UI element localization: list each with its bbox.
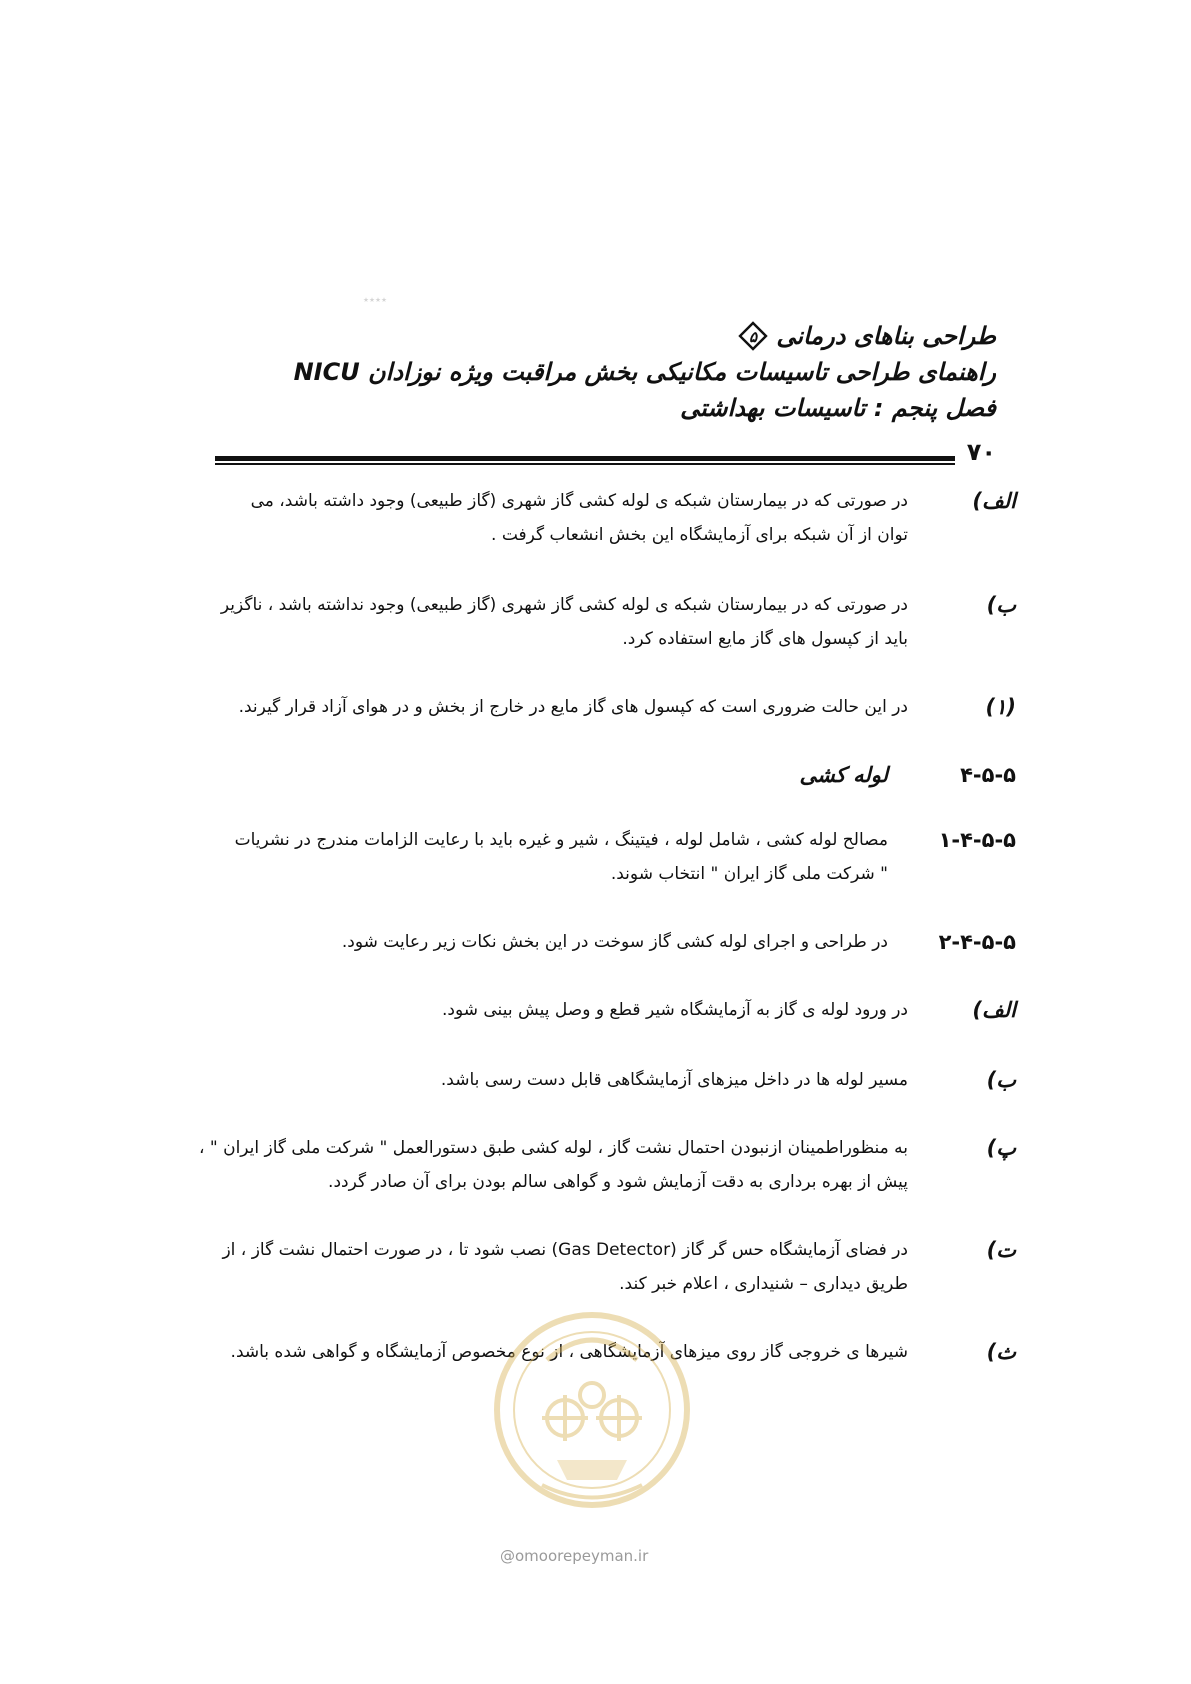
item-text: مسیر لوله ها در داخل میزهای آزمایشگاهی قابل دست رسی باشد.	[440, 1070, 908, 1090]
list-item	[196, 1233, 1016, 1301]
document-header	[196, 318, 996, 426]
header-title: طراحی بناهای درمانی	[776, 322, 996, 350]
item-marker: ت)	[986, 1238, 1016, 1262]
page-number: ۷۰	[966, 438, 996, 466]
item-marker: ب)	[986, 1068, 1016, 1092]
section-number: ۴-۵-۵	[960, 763, 1016, 787]
list-item	[196, 823, 1016, 891]
item-marker: (۱)	[985, 695, 1016, 719]
item-text: در ورود لوله ی گاز به آزمایشگاه شیر قطع و وصل پیش بینی شود.	[441, 1000, 908, 1020]
item-marker: ب)	[986, 593, 1016, 617]
scan-artifact-mark	[363, 290, 445, 308]
chapter-badge-icon	[738, 321, 768, 351]
chapter-badge-number: ۵	[749, 328, 758, 346]
list-item	[196, 588, 1016, 656]
item-text: در صورتی که در بیمارستان شبکه ی لوله کشی گاز شهری (گاز طبیعی) وجود داشته باشد، می توان از آن شبکه برای آزمایشگاه این بخش انشعاب گرفت .	[250, 491, 908, 545]
header-rule-thin	[215, 463, 955, 465]
section-title: لوله کشی	[799, 763, 888, 787]
seal-stamp-icon	[487, 1300, 697, 1520]
list-item	[196, 1063, 1016, 1097]
header-line-1	[196, 318, 996, 354]
list-item	[196, 1131, 1016, 1199]
header-rule	[215, 456, 955, 465]
watermark-text: @omoorepeyman.ir	[500, 1547, 649, 1565]
item-marker: ۲-۴-۵-۵	[938, 930, 1016, 954]
item-text: در صورتی که در بیمارستان شبکه ی لوله کشی گاز شهری (گاز طبیعی) وجود نداشته باشد ، ناگزیر باید از کپسول های گاز مایع استفاده کرد.	[220, 595, 908, 649]
item-text: مصالح لوله کشی ، شامل لوله ، فیتینگ ، شیر و غیره باید با رعایت الزامات مندرج در نشریات " شرکت ملی گاز ایران " انتخاب شوند.	[234, 830, 888, 884]
item-marker: ث)	[986, 1340, 1016, 1364]
header-rule-thick	[215, 456, 955, 461]
item-text: در فضای آزمایشگاه حس گر گاز (Gas Detector) نصب شود تا ، در صورت احتمال نشت گاز ، از طریق دیداری – شنیداری ، اعلام خبر کند.	[222, 1240, 908, 1294]
list-item	[196, 993, 1016, 1027]
item-text: در طراحی و اجرای لوله کشی گاز سوخت در این بخش نکات زیر رعایت شود.	[341, 932, 888, 952]
list-item	[196, 484, 1016, 552]
list-item	[196, 925, 1016, 959]
svg-text:٭٭٭٭: ٭٭٭٭	[363, 293, 387, 306]
header-subtitle: راهنمای طراحی تاسیسات مکانیکی بخش مراقبت ویژه نوزادان NICU	[293, 358, 996, 386]
item-marker: ۱-۴-۵-۵	[938, 828, 1016, 852]
item-marker: الف)	[972, 489, 1016, 513]
list-item	[196, 690, 1016, 724]
item-marker: پ)	[986, 1136, 1016, 1160]
item-text: به منظوراطمینان ازنبودن احتمال نشت گاز ، لوله کشی طبق دستورالعمل " شرکت ملی گاز ایران " ، پیش از بهره برداری به دقت آزمایش شود و گواهی سالم بودن برای آن صادر گردد.	[198, 1138, 908, 1192]
item-text: شیرها ی خروجی گاز روی میزهای آزمایشگاهی ، از نوع مخصوص آزمایشگاه و گواهی شده باشد.	[230, 1342, 908, 1362]
header-chapter: فصل پنجم : تاسیسات بهداشتی	[680, 394, 996, 422]
section-heading	[196, 758, 1016, 792]
item-marker: الف)	[972, 998, 1016, 1022]
item-text: در این حالت ضروری است که کپسول های گاز مایع در خارج از بخش و در هوای آزاد قرار گیرند.	[238, 697, 908, 717]
